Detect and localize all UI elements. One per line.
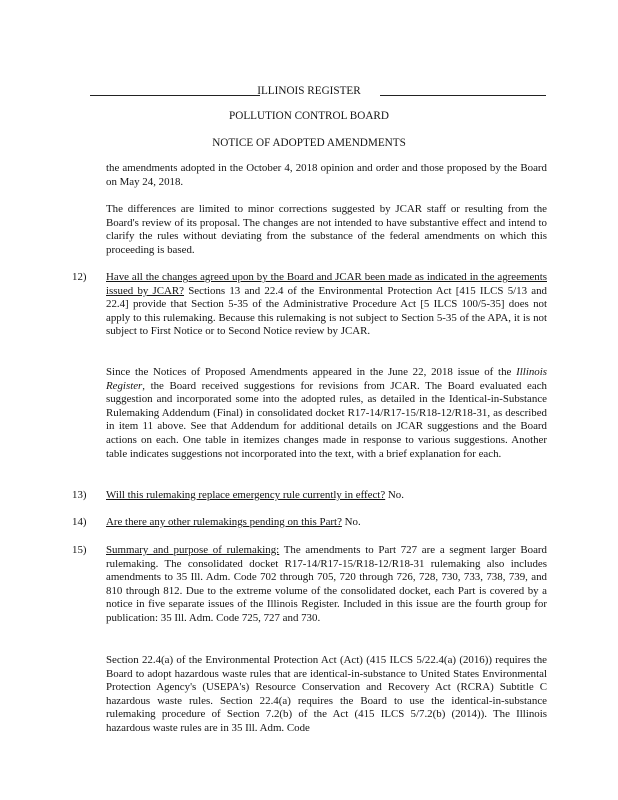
item-body: [106, 516, 547, 530]
register-header: ILLINOIS REGISTER: [257, 85, 361, 97]
notice-title: NOTICE OF ADOPTED AMENDMENTS: [212, 137, 406, 149]
header-rule-right: [380, 95, 546, 96]
item-body: [106, 271, 547, 339]
paragraph-text: [106, 366, 547, 461]
item-answer: Sections 13 and 22.4 of the Environmental Protection Act [415 ILCS 5/13 and 22.4] provide that Section 5-35 of the Administrative Procedure Act [5 ILCS 100/5-35] does not apply to this rulemaking. Because this rulemaking is not subject to Section 5-35 of the APA, it is not subject to First Notice or to Second Notice review by JCAR.: [106, 284, 548, 338]
item-number: 12): [72, 271, 87, 283]
item-question: Will this rulemaking replace emergency rule currently in effect?: [106, 489, 386, 501]
paragraph-text-b: , the Board received suggestions for revisions from JCAR. The Board evaluated each suggestion and incorporated some into the adopted rules, as detailed in the Identical-in-Substance Rulemaking Addendum (Final) in consolidated docket R17-14/R17-15/R18-12/R18-31, as described in item 11 above. See that Addendum for additional details on JCAR suggestions and the Board actions on each. One table in itemizes changes made in response to various suggestions. Another table indicates suggestions not incorporated into the text, with a brief explanation for each.: [106, 379, 547, 460]
item-number: 13): [72, 489, 87, 501]
item-answer: The amendments to Part 727 are a segment larger Board rulemaking. The consolidated docket R17-14/R17-15/R18-12/R18-31 rulemaking also includes amendments to 35 Ill. Adm. Code 702 through 705, 720 through 726, 728, 730, 733, 738, 739, and 810 through 812. Due to the extreme volume of the consolidated docket, each Part is covered by a notice in five separate issues of the Illinois Register. Included in this issue are the fourth group for publication: 35 Ill. Adm. Code 725, 727 and 730.: [106, 544, 547, 624]
item-body: [106, 544, 547, 626]
journal-name: Illinois Register: [106, 366, 547, 392]
continuation-paragraph-2: [106, 203, 547, 257]
item-15-paragraph-2: [106, 654, 547, 736]
continuation-paragraph-1: [106, 162, 547, 189]
item-question: Have all the changes agreed upon by the Board and JCAR been made as indicated in the agreements issued by JCAR?: [106, 271, 547, 297]
item-answer: No.: [341, 516, 361, 528]
agency-title: POLLUTION CONTROL BOARD: [229, 110, 389, 122]
header-rule-left: [90, 95, 260, 96]
item-question: Are there any other rulemakings pending on this Part?: [106, 516, 342, 528]
item-12-paragraph-2: [106, 366, 547, 461]
item-answer: No.: [385, 489, 404, 501]
item-number: 14): [72, 516, 87, 528]
item-question: Summary and purpose of rulemaking:: [106, 544, 280, 556]
item-body: [106, 489, 547, 503]
paragraph-text: the amendments adopted in the October 4, 2018 opinion and order and those proposed by the Board on May 24, 2018.: [106, 162, 547, 188]
paragraph-text: Section 22.4(a) of the Environmental Protection Act (Act) (415 ILCS 5/22.4(a) (2016)) requires the Board to adopt hazardous waste rules that are identical-in-substance to United States Environmental Protection Agency's (USEPA's) Resource Conservation and Recovery Act (RCRA) Subtitle C hazardous waste rules. Section 22.4(a) requires the Board to use the identical-in-substance rulemaking procedure of Section 7.2(b) of the Act (415 ILCS 5/7.2(b) (2014)). The Illinois hazardous waste rules are in 35 Ill. Adm. Code: [106, 654, 547, 734]
paragraph-text: The differences are limited to minor corrections suggested by JCAR staff or resulting from the Board's review of its proposal. The changes are not intended to have substantive effect and intend to clarify the rules without deviating from the substance of the federal amendments on which this proceeding is based.: [106, 203, 547, 256]
item-number: 15): [72, 544, 87, 556]
paragraph-text-a: Since the Notices of Proposed Amendments appeared in the June 22, 2018 issue of the: [106, 366, 517, 378]
